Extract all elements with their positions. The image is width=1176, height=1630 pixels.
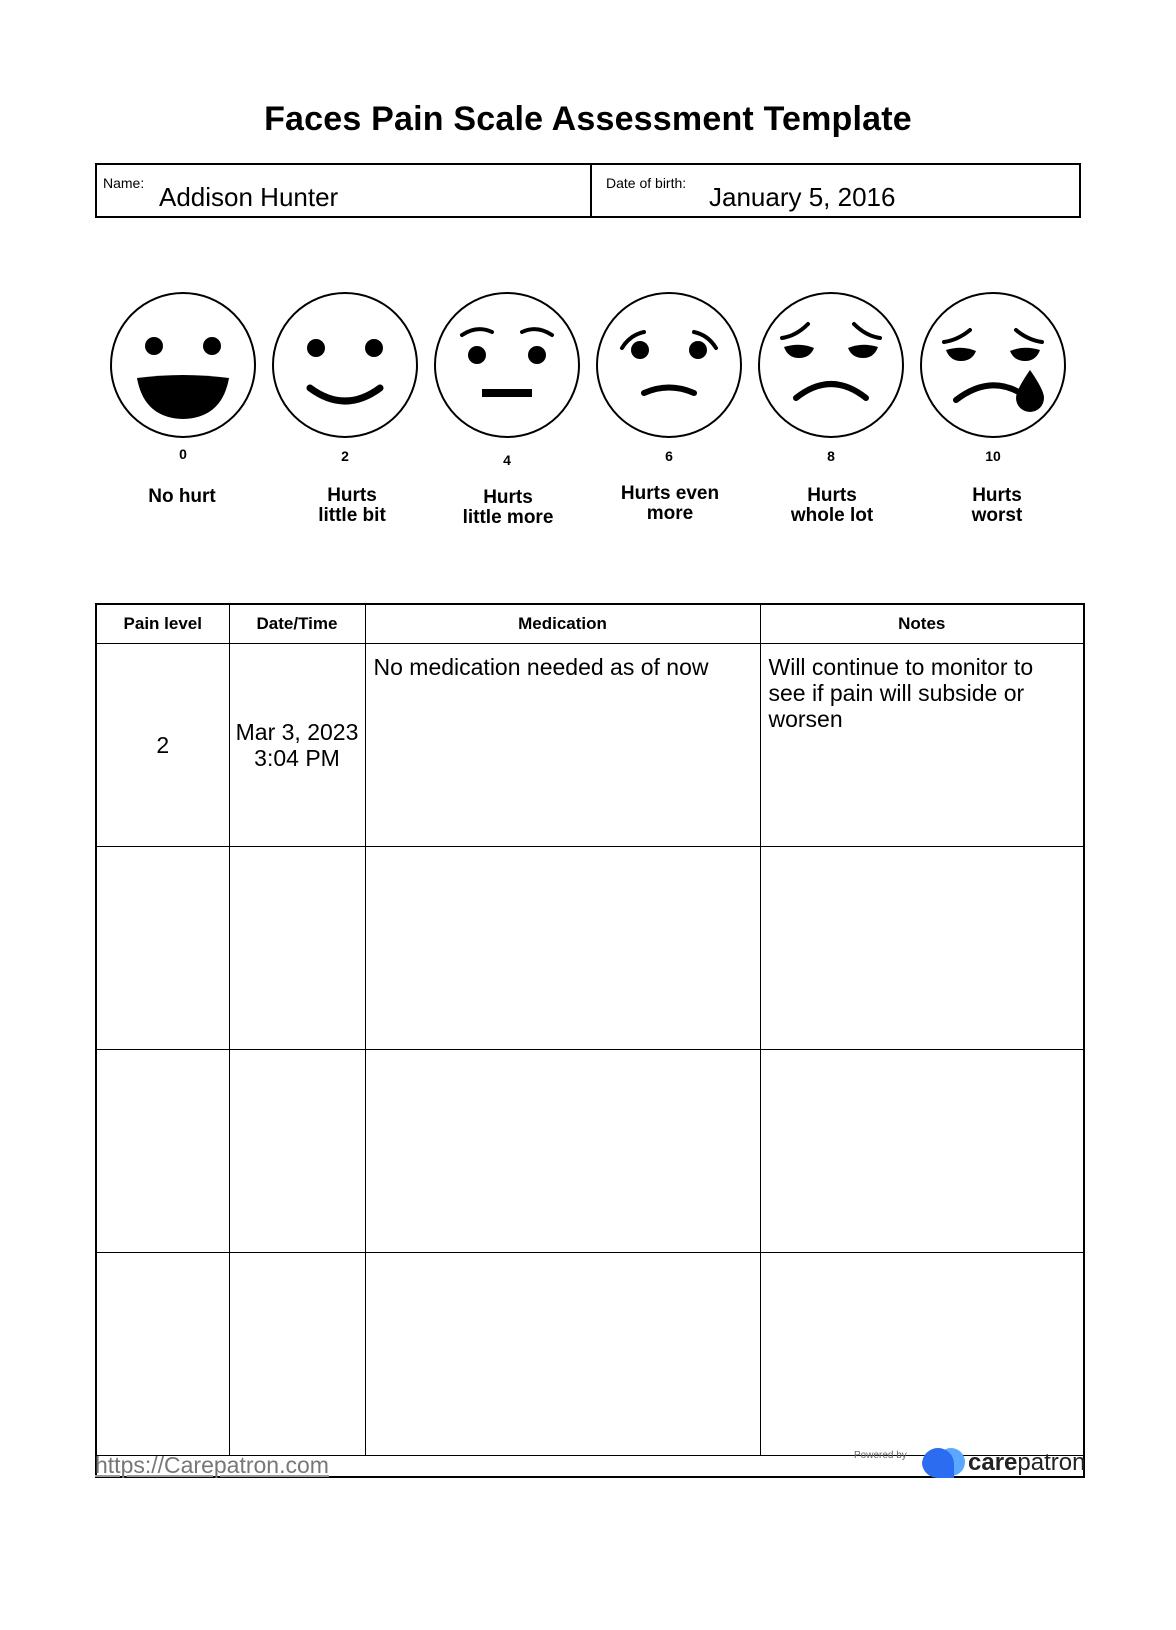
notes-cell[interactable] — [760, 1253, 1084, 1456]
pain-level-cell[interactable] — [96, 1050, 229, 1253]
pain-log-table — [95, 603, 1085, 1478]
name-label: Name: — [103, 175, 145, 191]
label-hurts-worst: Hurts worst — [971, 485, 1023, 526]
table-row — [96, 644, 1084, 847]
date-time-cell[interactable] — [229, 1253, 365, 1456]
crying-face-icon — [918, 290, 1068, 440]
notes-cell[interactable] — [760, 847, 1084, 1050]
brand-name-bold: care — [968, 1449, 1018, 1476]
score-4: 4 — [503, 452, 511, 468]
name-cell — [97, 165, 592, 216]
table-row — [96, 1050, 1084, 1253]
frowning-face-icon — [594, 290, 744, 440]
dob-label: Date of birth: — [606, 175, 687, 191]
table-row — [96, 847, 1084, 1050]
medication-cell[interactable]: No medication needed as of now — [365, 644, 760, 847]
notes-cell[interactable]: Will continue to monitor to see if pain will subside or worsen — [760, 644, 1084, 847]
carepatron-brand-name — [968, 1449, 1085, 1477]
label-hurts-even-more: Hurts even more — [620, 483, 720, 524]
score-6: 6 — [665, 448, 673, 464]
pain-level-cell[interactable] — [96, 1253, 229, 1456]
score-2: 2 — [341, 448, 349, 464]
powered-by-label: Powered by — [854, 1450, 907, 1461]
name-value: Addison Hunter — [159, 182, 339, 212]
medication-cell[interactable] — [365, 1050, 760, 1253]
medication-cell[interactable] — [365, 1253, 760, 1456]
pain-level-cell[interactable] — [96, 847, 229, 1050]
laughing-face-icon — [108, 290, 258, 440]
carepatron-logo-icon — [918, 1446, 968, 1480]
table-row — [96, 1253, 1084, 1456]
dob-cell — [592, 165, 1079, 216]
label-hurts-whole-lot: Hurts whole lot — [790, 485, 874, 526]
header-pain-level: Pain level — [96, 604, 229, 644]
sad-face-icon — [756, 290, 906, 440]
score-0: 0 — [179, 446, 187, 462]
dob-value: January 5, 2016 — [709, 182, 896, 212]
medication-cell[interactable] — [365, 847, 760, 1050]
label-no-hurt: No hurt — [148, 486, 216, 507]
header-date-time: Date/Time — [229, 604, 365, 644]
score-8: 8 — [827, 448, 835, 464]
score-10: 10 — [985, 448, 1001, 464]
brand-name-rest: patron — [1017, 1449, 1086, 1476]
date-time-cell[interactable] — [229, 847, 365, 1050]
carepatron-link[interactable]: https://Carepatron.com — [95, 1452, 329, 1478]
page-title: Faces Pain Scale Assessment Template — [264, 100, 912, 138]
header-medication: Medication — [365, 604, 760, 644]
label-hurts-little-more: Hurts little more — [462, 487, 554, 528]
notes-cell[interactable] — [760, 1050, 1084, 1253]
date-time-cell[interactable]: Mar 3, 2023 3:04 PM — [229, 644, 365, 847]
table-header-row — [96, 604, 1084, 644]
smiling-face-icon — [270, 290, 420, 440]
date-time-cell[interactable] — [229, 1050, 365, 1253]
pain-level-cell[interactable]: 2 — [96, 644, 229, 847]
label-hurts-little-bit: Hurts little bit — [318, 485, 386, 526]
patient-info-box — [95, 163, 1081, 218]
neutral-face-icon — [432, 290, 582, 440]
header-notes: Notes — [760, 604, 1084, 644]
